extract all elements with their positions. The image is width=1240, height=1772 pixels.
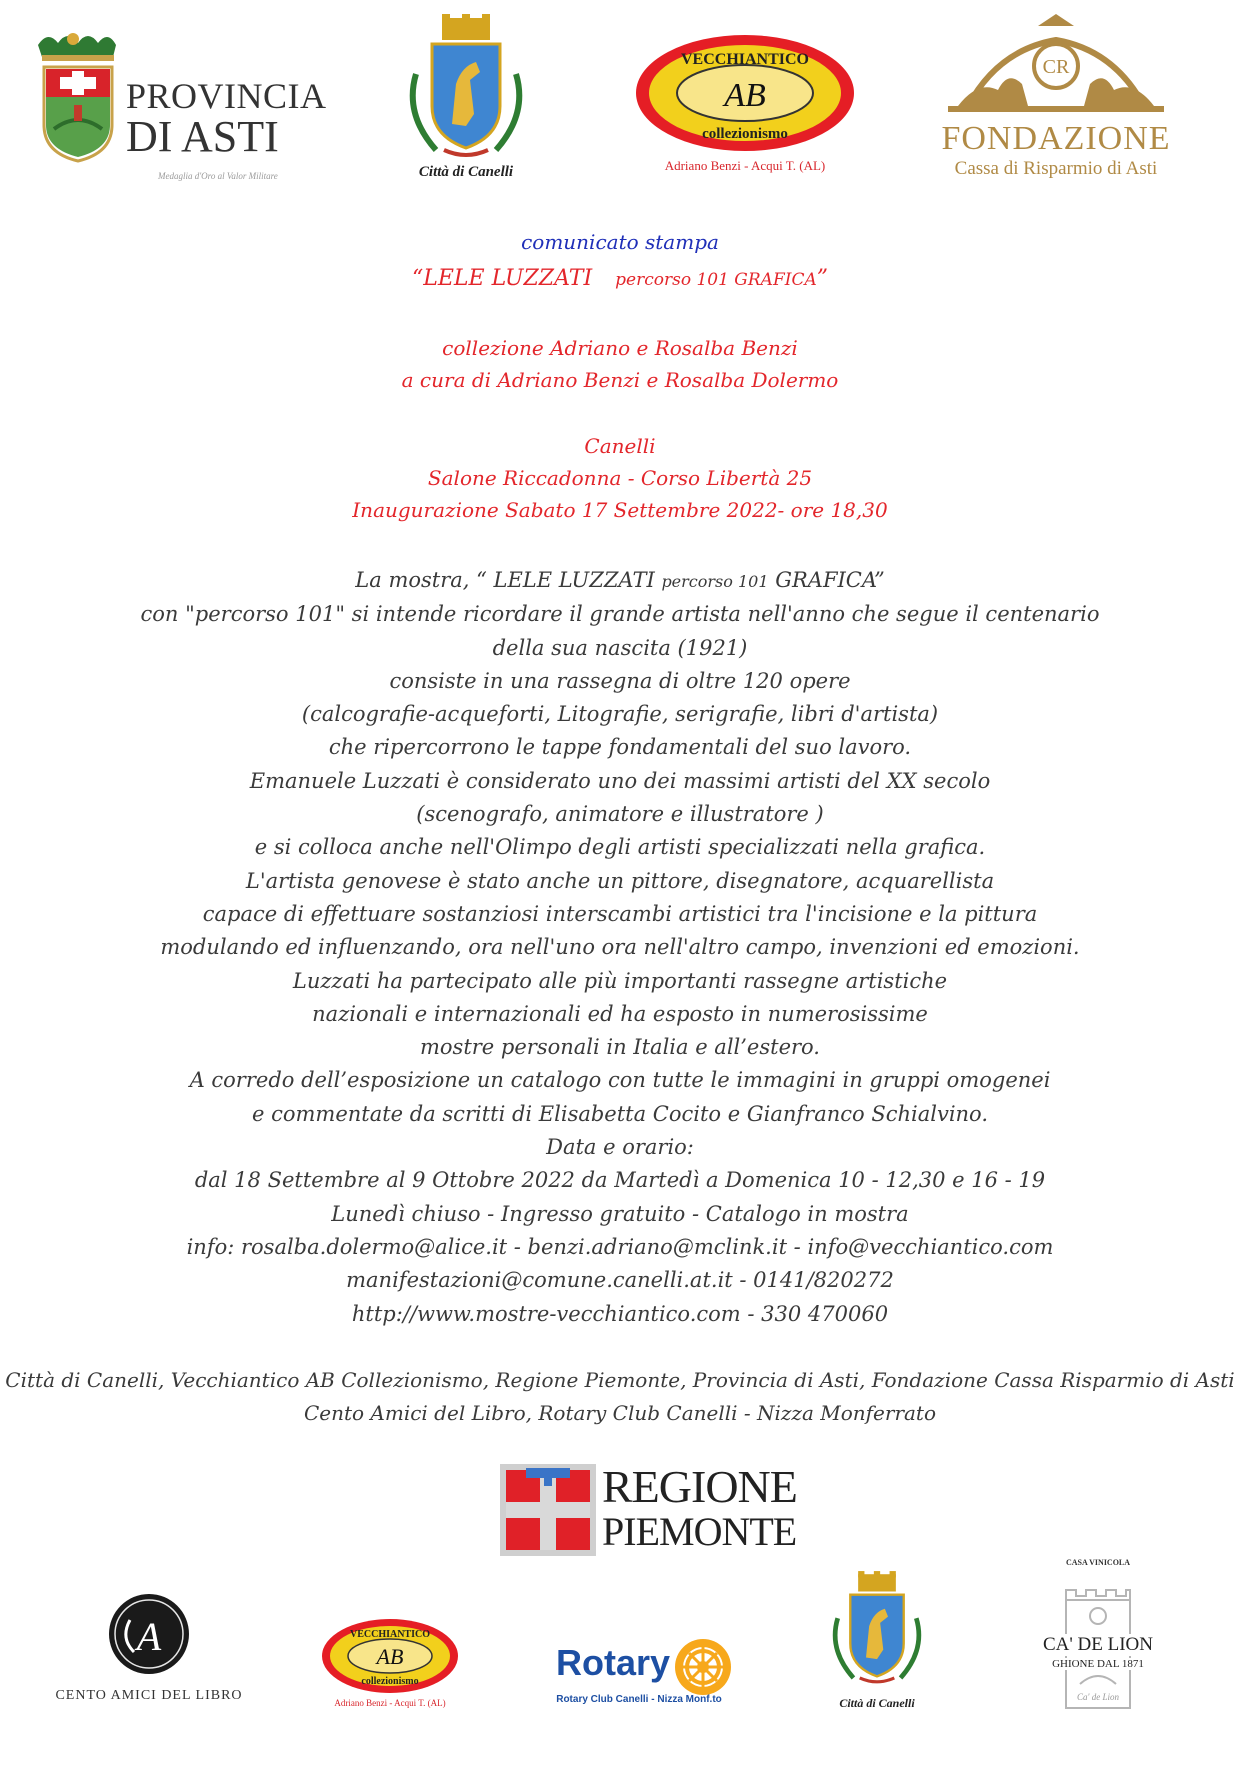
vecchiantico-bottom-text: collezionismo xyxy=(702,126,788,142)
body-line: L'artista genovese è stato anche un pittore, disegnatore, acquarellista xyxy=(245,868,995,893)
logo-cento-amici xyxy=(44,1590,254,1710)
body-line: Luzzati ha partecipato alle più importanti rassegne artistiche xyxy=(292,968,948,993)
regione-line2: PIEMONTE xyxy=(602,1509,797,1554)
body-line-2 xyxy=(0,598,1240,631)
collection-line: collezione Adriano e Rosalba Benzi xyxy=(442,336,798,360)
fondazione-line2: Cassa di Risparmio di Asti xyxy=(954,158,1158,179)
vecchiantico-monogram: AB xyxy=(724,77,766,114)
body-line: capace di effettuare sostanziosi interscambi artistici tra l'incisione e la pittura xyxy=(202,901,1038,926)
canelli-footer-caption: Città di Canelli xyxy=(839,1696,915,1710)
vecchiantico-footer-top-text: VECCHIANTICO xyxy=(349,1629,431,1640)
venue-opening: Inaugurazione Sabato 17 Settembre 2022- ore 18,30 xyxy=(352,498,888,522)
body-line: mostre personali in Italia e all’estero. xyxy=(420,1035,820,1060)
cadelion-script: Ca' de Lion xyxy=(1077,1692,1119,1702)
provincia-motto: Medaglia d'Oro al Valor Militare xyxy=(158,171,278,181)
body-line: A corredo dell’esposizione un catalogo con tutte le immagini in gruppi omogenei xyxy=(189,1068,1051,1093)
provincia-crest-icon xyxy=(28,25,118,165)
canelli-caption: Città di Canelli xyxy=(418,164,514,180)
title-main: “LELE LUZZATI xyxy=(411,266,593,291)
logo-vecchiantico xyxy=(630,30,860,180)
logo-rotary xyxy=(544,1636,734,1706)
sponsors-line-1: Città di Canelli, Vecchiantico AB Collezionismo, Regione Piemonte, Provincia di Asti, Fondazione Cassa Risparmio di Asti xyxy=(5,1368,1235,1392)
canelli-footer-crest-icon xyxy=(822,1566,932,1694)
exhibition-title xyxy=(0,266,1240,291)
cadelion-name: CA' DE LION xyxy=(1034,1634,1162,1656)
logo-canelli-footer xyxy=(822,1566,932,1720)
body-line: della sua nascita (1921) xyxy=(492,635,748,660)
logo-fondazione xyxy=(938,10,1174,182)
body-line: che ripercorrono le tappe fondamentali del suo lavoro. xyxy=(328,735,912,760)
cadelion-top: CASA VINICOLA xyxy=(1065,1558,1131,1567)
body-line: (calcografie-acqueforti, Litografie, serigrafie, libri d'artista) xyxy=(301,702,939,727)
body-line: e si colloca anche nell'Olimpo degli artisti specializzati nella grafica. xyxy=(254,835,986,860)
contact-municipality[interactable]: manifestazioni@comune.canelli.at.it - 0141/820272 xyxy=(346,1268,894,1293)
body-line: e commentate da scritti di Elisabetta Cocito e Gianfranco Schialvino. xyxy=(251,1101,989,1126)
schedule-heading: Data e orario: xyxy=(546,1135,694,1160)
venue-place: Salone Riccadonna - Corso Libertà 25 xyxy=(427,466,813,490)
rotary-wheel-icon xyxy=(672,1636,734,1698)
schedule-dates: dal 18 Settembre al 9 Ottobre 2022 da Martedì a Domenica 10 - 12,30 e 16 - 19 xyxy=(194,1168,1046,1193)
press-release-label: comunicato stampa xyxy=(521,230,719,254)
contact-emails[interactable]: info: rosalba.dolermo@alice.it - benzi.adriano@mclink.it - info@vecchiantico.com xyxy=(186,1234,1054,1259)
body-line-1 xyxy=(0,564,1240,598)
provincia-name-line2: DI ASTI xyxy=(126,112,279,161)
body-line-1-a: La mostra, “ LELE LUZZATI xyxy=(355,568,662,592)
logo-provincia-asti xyxy=(28,25,327,181)
contact-website[interactable]: http://www.mostre-vecchiantico.com - 330 470060 xyxy=(351,1301,889,1326)
title-small: percorso 101 GRAFICA xyxy=(615,270,817,290)
fondazione-emblem-icon xyxy=(938,10,1174,118)
body-line: nazionali e internazionali ed ha esposto in numerosissime xyxy=(312,1001,928,1026)
logo-citta-canelli xyxy=(396,14,536,189)
body-line-1-c: GRAFICA” xyxy=(768,568,885,592)
logo-regione-piemonte xyxy=(500,1461,800,1556)
canelli-crest-icon xyxy=(396,14,536,164)
body-line-2-a: con " xyxy=(140,602,195,627)
vecchiantico-footer-emblem-icon xyxy=(318,1616,462,1696)
curators-line: a cura di Adriano Benzi e Rosalba Dolermo xyxy=(401,368,839,392)
cadelion-sub: GHIONE DAL 1871 xyxy=(1040,1658,1156,1670)
vecchiantico-footer-bottom-text: collezionismo xyxy=(361,1676,419,1687)
body-line-2-b: percorso 101 xyxy=(194,602,336,627)
vecchiantico-caption: Adriano Benzi - Acqui T. (AL) xyxy=(664,158,826,173)
body-text xyxy=(0,564,1240,1331)
fondazione-monogram: CR xyxy=(1042,56,1070,78)
body-line: consiste in una rassegna di oltre 120 opere xyxy=(389,668,851,693)
logo-ca-de-lion xyxy=(1040,1558,1156,1718)
body-line: Emanuele Luzzati è considerato uno dei massimi artisti del XX secolo xyxy=(249,768,991,793)
vecchiantico-footer-caption: Adriano Benzi - Acqui T. (AL) xyxy=(334,1698,446,1708)
fondazione-line1: FONDAZIONE xyxy=(941,120,1171,157)
vecchiantico-footer-monogram: AB xyxy=(376,1644,404,1669)
svg-text:A: A xyxy=(136,1614,162,1659)
logo-vecchiantico-footer xyxy=(318,1616,462,1712)
regione-piemonte-flag-icon xyxy=(500,1464,596,1556)
sponsors-line-2: Cento Amici del Libro, Rotary Club Canelli - Nizza Monferrato xyxy=(303,1401,937,1425)
body-line-1-b: percorso 101 xyxy=(661,572,769,591)
title-close: ” xyxy=(816,266,829,291)
vecchiantico-emblem-icon xyxy=(630,30,860,156)
schedule-notes: Lunedì chiuso - Ingresso gratuito - Catalogo in mostra xyxy=(331,1201,909,1226)
body-line: (scenografo, animatore e illustratore ) xyxy=(416,802,824,827)
body-line: modulando ed influenzando, ora nell'uno ora nell'altro campo, invenzioni ed emozioni. xyxy=(160,935,1080,960)
vecchiantico-top-text: VECCHIANTICO xyxy=(680,51,810,68)
cento-amici-caption: CENTO AMICI DEL LIBRO xyxy=(55,1688,243,1703)
regione-line1: REGIONE xyxy=(602,1461,797,1512)
venue-city: Canelli xyxy=(584,434,656,458)
rotary-caption: Rotary Club Canelli - Nizza Monf.to xyxy=(556,1694,722,1705)
rotary-name: Rotary xyxy=(556,1642,671,1683)
body-line-2-c: " si intende ricordare il grande artista nell'anno che segue il centenario xyxy=(335,602,1100,627)
cento-amici-monogram-icon xyxy=(44,1590,254,1680)
provincia-name-line1: PROVINCIA xyxy=(126,76,327,116)
